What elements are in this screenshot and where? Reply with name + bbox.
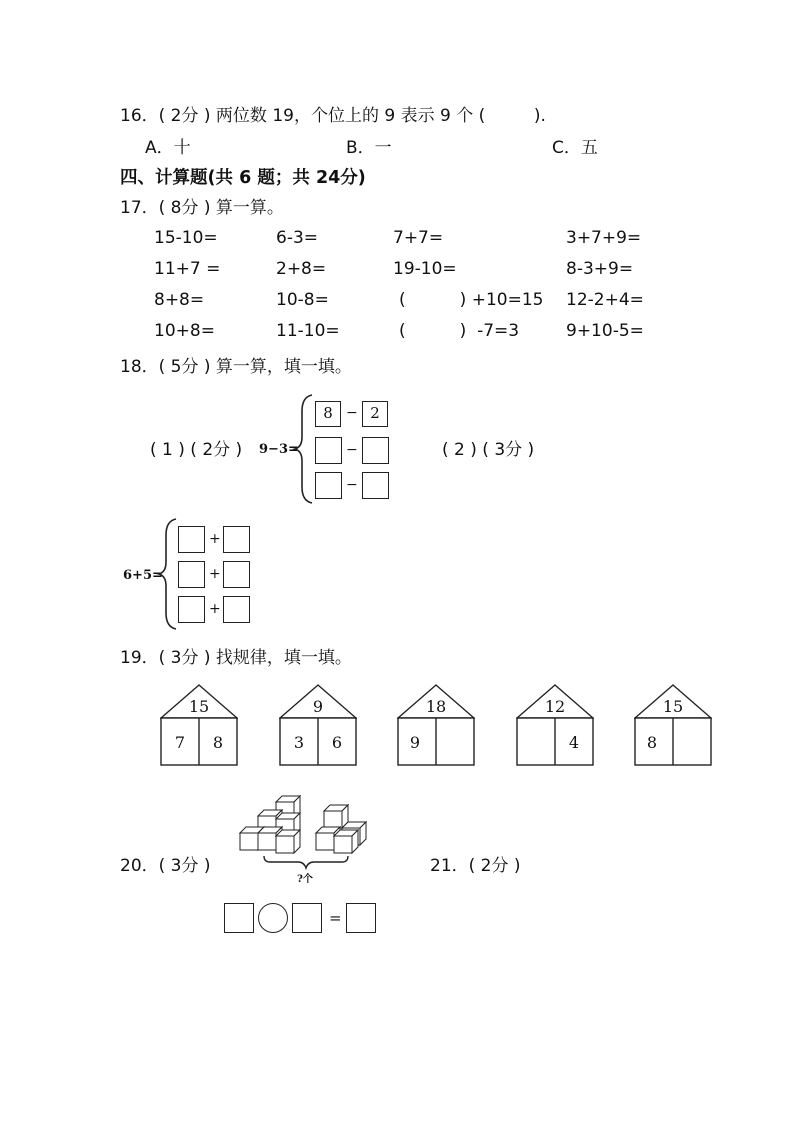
house-right-number: 8 xyxy=(212,733,224,752)
answer-box[interactable] xyxy=(223,526,250,553)
house-roof-number: 18 xyxy=(425,697,447,716)
equals-sign: = xyxy=(329,909,342,927)
minus-sign: − xyxy=(346,442,358,458)
q18-box-minuend: 8 xyxy=(315,401,341,427)
house-roof-number: 9 xyxy=(312,697,324,716)
house-left-number: 7 xyxy=(174,733,186,752)
answer-box[interactable] xyxy=(178,526,205,553)
q17-item: 11+7 = xyxy=(154,259,221,279)
cube-stacks-image xyxy=(236,794,372,874)
q17-item: 8-3+9= xyxy=(566,259,634,279)
q17-item: ( ) -7=3 xyxy=(399,321,520,341)
plus-sign: + xyxy=(209,531,221,547)
q19-stem: 19．( 3分 ) 找规律，填一填。 xyxy=(120,648,352,668)
answer-box[interactable] xyxy=(178,596,205,623)
answer-box[interactable] xyxy=(346,903,376,933)
section-title: 四、计算题(共 6 题；共 24分) xyxy=(120,168,366,188)
q17-item: 12-2+4= xyxy=(566,290,644,310)
q18-part2-label: ( 2 ) ( 3分 ) xyxy=(442,440,535,460)
q17-item: 8+8= xyxy=(154,290,205,310)
q16-option-c[interactable]: C．五 xyxy=(552,138,598,158)
q17-item: 15-10= xyxy=(154,228,218,248)
plus-sign: + xyxy=(209,601,221,617)
q17-item: 11-10= xyxy=(276,321,340,341)
q18-brace-1 xyxy=(292,393,316,505)
number-house xyxy=(516,684,594,766)
answer-box[interactable] xyxy=(224,903,254,933)
q18-part1-label: ( 1 ) ( 2分 ) xyxy=(150,440,243,460)
q16-option-a[interactable]: A．十 xyxy=(145,138,191,158)
number-house xyxy=(160,684,238,766)
answer-box[interactable] xyxy=(178,561,205,588)
house-left-number: 9 xyxy=(409,733,421,752)
house-right-number: 4 xyxy=(568,733,580,752)
q18-eq2: 6+5= xyxy=(123,568,163,583)
house-left-number: 3 xyxy=(293,733,305,752)
house-roof-number: 15 xyxy=(662,697,684,716)
house-right-number: 6 xyxy=(331,733,343,752)
q16-option-b[interactable]: B．一 xyxy=(346,138,392,158)
minus-sign: − xyxy=(346,477,358,493)
answer-box[interactable] xyxy=(292,903,322,933)
q16-stem: 16．( 2分 ) 两位数 19，个位上的 9 表示 9 个 ( ). xyxy=(120,106,546,126)
q18-eq1: 9−3= xyxy=(259,442,299,457)
answer-box[interactable] xyxy=(223,561,250,588)
q17-item: 10-8= xyxy=(276,290,329,310)
q20-brace-label: ?个 xyxy=(297,874,313,885)
house-left-number: 8 xyxy=(646,733,658,752)
operator-circle[interactable] xyxy=(258,903,288,933)
q20-stem: 20．( 3分 ) xyxy=(120,856,211,876)
q18-stem: 18．( 5分 ) 算一算，填一填。 xyxy=(120,357,352,377)
number-house xyxy=(397,684,475,766)
minus-sign: − xyxy=(346,405,358,421)
house-roof-number: 15 xyxy=(188,697,210,716)
answer-box[interactable] xyxy=(315,472,342,499)
q17-item: 3+7+9= xyxy=(566,228,642,248)
answer-box[interactable] xyxy=(223,596,250,623)
number-house xyxy=(634,684,712,766)
q17-item: 19-10= xyxy=(393,259,457,279)
q17-item: 9+10-5= xyxy=(566,321,644,341)
q18-box-subtrahend: 2 xyxy=(362,401,388,427)
q17-stem: 17．( 8分 ) 算一算。 xyxy=(120,198,284,218)
q17-item: 2+8= xyxy=(276,259,327,279)
number-house xyxy=(279,684,357,766)
q17-item: ( ) +10=15 xyxy=(399,290,544,310)
q17-item: 7+7= xyxy=(393,228,444,248)
answer-box[interactable] xyxy=(315,437,342,464)
answer-box[interactable] xyxy=(362,472,389,499)
answer-box[interactable] xyxy=(362,437,389,464)
q17-item: 10+8= xyxy=(154,321,215,341)
house-roof-number: 12 xyxy=(544,697,566,716)
q17-item: 6-3= xyxy=(276,228,319,248)
q18-brace-2 xyxy=(156,517,180,631)
q21-stem: 21．( 2分 ) xyxy=(430,856,521,876)
plus-sign: + xyxy=(209,566,221,582)
